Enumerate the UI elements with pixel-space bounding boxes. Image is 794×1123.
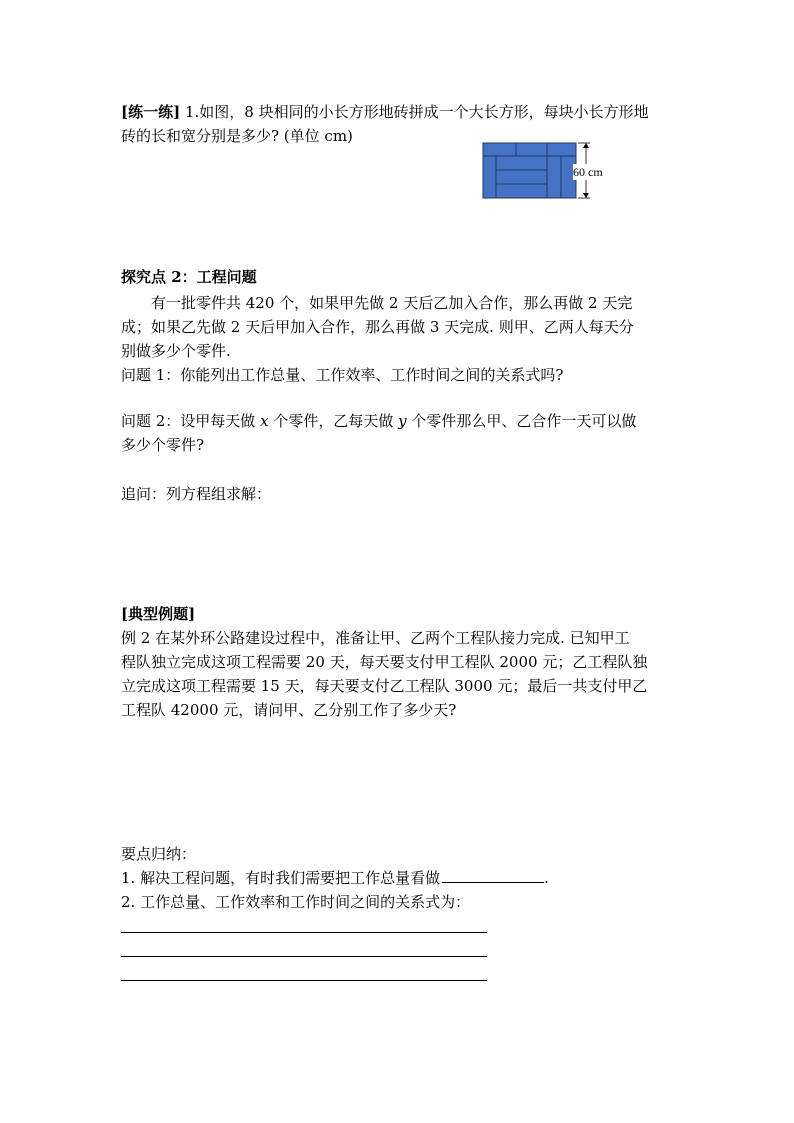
explore-para-3: 别做多少个零件.: [121, 342, 231, 360]
practice-text-2: 砖的长和宽分别是多少? (单位 cm): [121, 127, 353, 145]
summary-point-1: [121, 867, 676, 889]
explore-para-2: 成；如果乙先做 2 天后甲加入合作，那么再做 3 天完成. 则甲、乙两人每天分: [121, 318, 634, 336]
practice-text-1: 1.如图，8 块相同的小长方形地砖拼成一个大长方形，每块小长方形地: [184, 103, 649, 121]
var-x: x: [260, 412, 269, 430]
summary-point-1-end: .: [544, 869, 549, 887]
fill-blank-1[interactable]: [442, 868, 544, 883]
example-line-4: 工程队 42000 元，请问甲、乙分别工作了多少天?: [121, 701, 457, 719]
var-y: y: [398, 412, 407, 430]
q2-text-a: 问题 2：设甲每天做: [121, 412, 261, 430]
q2-text-c: 个零件那么甲、乙合作一天可以做: [406, 412, 637, 430]
q2-text-b: 个零件，乙每天做: [268, 412, 399, 430]
answer-line-2[interactable]: [121, 956, 487, 957]
tile-rectangle: [483, 143, 576, 198]
followup-question: 追问：列方程组求解：: [121, 485, 272, 503]
summary-point-1-text: 1. 解决工程问题，有时我们需要把工作总量看做: [121, 869, 441, 887]
question-1: 问题 1：你能列出工作总量、工作效率、工作时间之间的关系式吗?: [121, 366, 564, 384]
practice-line-1: [121, 101, 676, 123]
question-2-line-1: [121, 410, 676, 432]
example-tag: [典型例题]: [121, 605, 196, 623]
answer-line-1[interactable]: [121, 932, 487, 933]
example-line-3: 立完成这项工程需要 15 天，每天要支付乙工程队 3000 元；最后一共支付甲乙: [121, 677, 648, 695]
summary-point-2: 2. 工作总量、工作效率和工作时间之间的关系式为：: [121, 893, 471, 911]
summary-heading: 要点归纳：: [121, 845, 197, 863]
answer-line-3[interactable]: [121, 980, 487, 981]
explore-heading: 探究点 2：工程问题: [121, 268, 257, 286]
question-2-line-2: 多少个零件?: [121, 436, 205, 454]
explore-para-1: 有一批零件共 420 个，如果甲先做 2 天后乙加入合作，那么再做 2 天完: [151, 294, 633, 312]
example-line-1: 例 2 在某外环公路建设过程中，准备让甲、乙两个工程队接力完成. 已知甲工: [121, 629, 630, 647]
practice-tag: [练一练]: [121, 103, 181, 121]
figure-dimension-label: 60 cm: [573, 165, 603, 179]
example-line-2: 程队独立完成这项工程需要 20 天，每天要支付甲工程队 2000 元；乙工程队独: [121, 653, 648, 671]
